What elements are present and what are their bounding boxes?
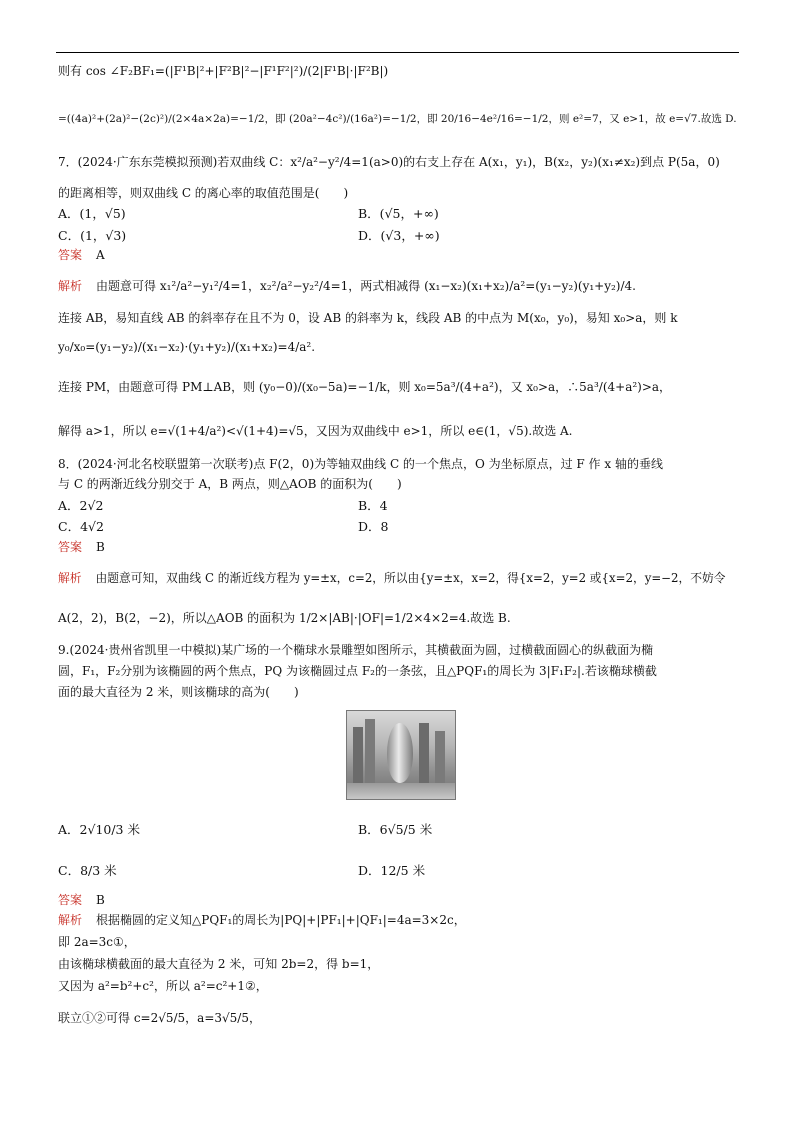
q9-answer <box>58 891 738 909</box>
prev-solution-line-1: 则有 cos ∠F₂BF₁=(|F¹B|²+|F²B|²−|F¹F²|²)/(2|F¹B|·|F²B|) <box>58 64 389 78</box>
q9-stem-line-1: 9.(2024·贵州省凯里一中模拟)某广场的一个椭球水景雕塑如图所示，其横截面为圆，过横截面圆心的纵截面为椭 <box>58 643 654 657</box>
q7-analysis-line-4: 连接 PM，由题意可得 PM⊥AB，则 (y₀−0)/(x₀−5a)=−1/k，则 x₀=5a³/(4+a²)，又 x₀>a，∴5a³/(4+a²)>a， <box>58 380 672 394</box>
answer-label: 答案 <box>58 248 83 262</box>
q7-stem-line-2: 的距离相等，则双曲线 C 的离心率的取值范围是( ) <box>58 186 349 200</box>
q7-option-c: C．(1，√3) <box>58 228 127 243</box>
q9-stem-line-3: 面的最大直径为 2 米，则该椭球的高为( ) <box>58 685 299 699</box>
q7-analysis-line-2: 连接 AB，易知直线 AB 的斜率存在且不为 0，设 AB 的斜率为 k，线段 AB 的中点为 M(x₀，y₀)，易知 x₀>a，则 k <box>58 311 678 325</box>
q7-analysis-text-1: 由题意可得 x₁²/a²−y₁²/4=1，x₂²/a²−y₂²/4=1，两式相减得 (x₁−x₂)(x₁+x₂)/a²=(y₁−y₂)(y₁+y₂)/4. <box>96 279 636 293</box>
q9-option-a: A．2√10/3 米 <box>58 822 140 837</box>
pool-shape <box>347 783 455 799</box>
q7-option-b: B．(√5，+∞) <box>358 206 439 221</box>
analysis-label: 解析 <box>58 279 83 293</box>
answer-label: 答案 <box>58 540 83 554</box>
answer-label: 答案 <box>58 893 83 907</box>
q8-option-c: C．4√2 <box>58 519 104 534</box>
q9-answer-value: B <box>96 893 105 907</box>
q8-option-d: D．8 <box>358 519 389 534</box>
q7-answer-value: A <box>96 248 105 262</box>
q7-stem-line-1: 7．(2024·广东东莞模拟预测)若双曲线 C：x²/a²−y²/4=1(a>0)的右支上存在 A(x₁，y₁)，B(x₂，y₂)(x₁≠x₂)到点 P(5a，0) <box>58 155 720 169</box>
q7-answer <box>58 246 738 264</box>
q9-option-b: B．6√5/5 米 <box>358 822 433 837</box>
sculpture-photo <box>346 710 456 800</box>
q8-option-a: A．2√2 <box>58 498 104 513</box>
q9-analysis-line-3: 由该椭球横截面的最大直径为 2 米，可知 2b=2，得 b=1， <box>58 957 380 971</box>
q8-stem-line-2: 与 C 的两渐近线分别交于 A，B 两点，则△AOB 的面积为( ) <box>58 477 402 491</box>
analysis-label: 解析 <box>58 571 82 585</box>
prev-solution-line-2: =((4a)²+(2a)²−(2c)²)/(2×4a×2a)=−1/2，即 (20a²−4c²)/(16a²)=−1/2，即 20/16−4e²/16=−1/2，则 e²=7，又 e>1，故 e=√7.故选 D. <box>58 113 737 125</box>
q9-stem-line-2: 圆，F₁，F₂分别为该椭圆的两个焦点，PQ 为该椭圆过点 F₂的一条弦，且△PQF₁的周长为 3|F₁F₂|.若该椭球横截 <box>58 664 657 678</box>
ellipsoid-sculpture-shape <box>387 723 413 783</box>
q7-option-a: A．(1，√5) <box>58 206 126 221</box>
q9-analysis-line-5: 联立①②可得 c=2√5/5，a=3√5/5， <box>58 1011 261 1025</box>
analysis-label: 解析 <box>58 913 83 927</box>
q8-analysis-text-1: 由题意可知，双曲线 C 的渐近线方程为 y=±x，c=2，所以由{y=±x，x=2，得{x=2，y=2 或{x=2，y=−2，不妨令 <box>95 571 726 585</box>
q9-analysis-text-1: 根据椭圆的定义知△PQF₁的周长为|PQ|+|PF₁|+|QF₁|=4a=3×2c， <box>96 913 466 927</box>
q8-option-b: B．4 <box>358 498 388 513</box>
q7-analysis-line-5: 解得 a>1，所以 e=√(1+4/a²)<√(1+4)=√5，又因为双曲线中 e>1，所以 e∈(1，√5).故选 A. <box>58 424 573 438</box>
q9-analysis-line-1 <box>58 911 738 929</box>
q8-analysis-line-1 <box>58 569 738 587</box>
q8-stem-line-1: 8．(2024·河北名校联盟第一次联考)点 F(2，0)为等轴双曲线 C 的一个焦点，O 为坐标原点，过 F 作 x 轴的垂线 <box>58 457 663 471</box>
q9-analysis-line-2: 即 2a=3c①， <box>58 935 136 949</box>
q8-answer-value: B <box>96 540 105 554</box>
q9-analysis-line-4: 又因为 a²=b²+c²，所以 a²=c²+1②， <box>58 979 268 993</box>
q8-answer <box>58 538 738 556</box>
q7-analysis-line-1 <box>58 277 738 295</box>
q9-option-d: D．12/5 米 <box>358 863 426 878</box>
q7-analysis-line-3: y₀/x₀=(y₁−y₂)/(x₁−x₂)·(y₁+y₂)/(x₁+x₂)=4/a². <box>58 340 316 354</box>
header-rule <box>56 52 739 53</box>
q8-analysis-line-2: A(2，2)，B(2，−2)，所以△AOB 的面积为 1/2×|AB|·|OF|=1/2×4×2=4.故选 B. <box>58 611 511 625</box>
q9-option-c: C．8/3 米 <box>58 863 117 878</box>
q7-option-d: D．(√3，+∞) <box>358 228 440 243</box>
